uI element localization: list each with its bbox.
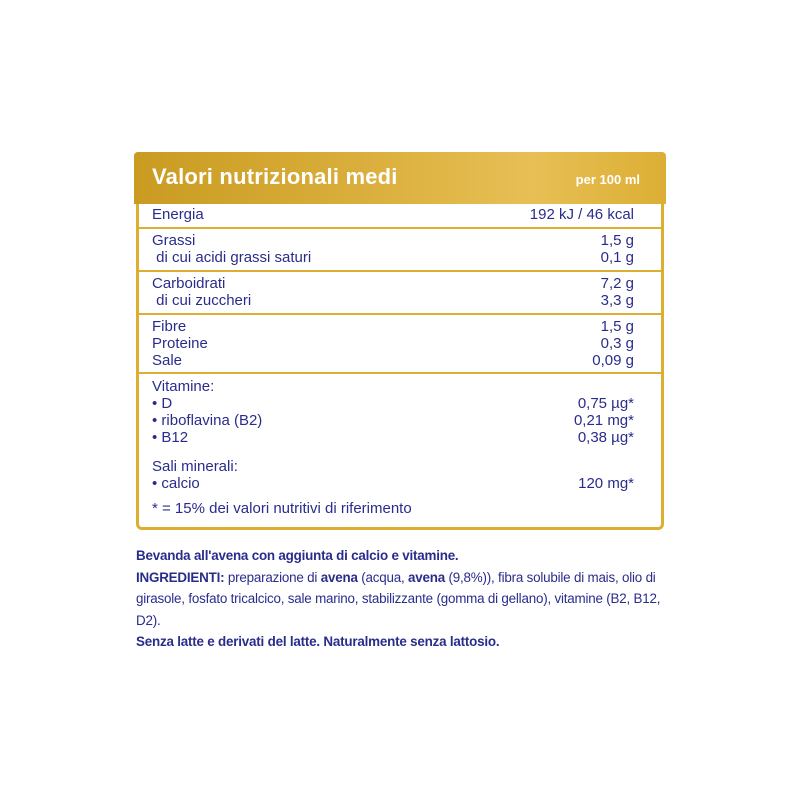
nutrition-group-carbs (138, 275, 662, 309)
nutrient-label: di cui acidi grassi saturi (152, 249, 312, 266)
nutrition-group-other (138, 318, 662, 369)
nutrient-label: Grassi (152, 232, 196, 249)
serving-basis: per 100 ml (575, 172, 640, 187)
nutrient-label: Sali minerali: (152, 458, 238, 475)
nutrient-value: 7,2 g (600, 275, 634, 292)
nutrient-label: Carboidrati (152, 275, 226, 292)
nutrient-value: 1,5 g (600, 318, 634, 335)
nutrition-row (138, 475, 662, 492)
nutrition-row (138, 378, 662, 395)
nutrient-value: 0,75 µg* (577, 395, 634, 412)
nutrient-label: Sale (152, 352, 183, 369)
nutrient-label: • riboflavina (B2) (152, 412, 263, 429)
nutrient-label: Proteine (152, 335, 208, 352)
nutrient-label: • D (152, 395, 173, 412)
nutrition-group-vitamins (138, 378, 662, 446)
nutrition-group-minerals (138, 458, 662, 492)
nutrient-label: • B12 (152, 429, 189, 446)
nutrition-row (138, 395, 662, 412)
nutrient-value: 0,21 mg* (573, 412, 634, 429)
nutrition-row (138, 275, 662, 292)
nutrient-value: 120 mg* (578, 475, 634, 492)
nutrition-row (138, 335, 662, 352)
row-divider (138, 270, 662, 272)
product-claims: Senza latte e derivati del latte. Naturalmente senza lattosio. (136, 634, 500, 649)
nutrition-row (138, 292, 662, 309)
nutrient-label: di cui zuccheri (152, 292, 252, 309)
nutrient-value: 0,3 g (600, 335, 634, 352)
ingredients-block (136, 545, 676, 653)
ingredients-list: INGREDIENTI: preparazione di avena (acqua, avena (9,8%)), fibra solubile di mais, olio di girasole, fosfato tricalcico, sale marino, stabilizzante (gomma di gellano), vitamine (B2, B12, D2). (136, 569, 661, 628)
nutrition-row (138, 232, 662, 249)
nutrient-value: 1,5 g (600, 232, 634, 249)
nutrient-value: 0,1 g (600, 249, 634, 266)
reference-footnote: * = 15% dei valori nutritivi di riferimento (152, 500, 412, 517)
nutrition-group-fats (138, 232, 662, 266)
nutrient-value: 0,38 µg* (577, 429, 634, 446)
nutrition-row (138, 249, 662, 266)
nutrient-value: 192 kJ / 46 kcal (529, 206, 634, 223)
row-divider (138, 227, 662, 229)
product-description: Bevanda all'avena con aggiunta di calcio e vitamine. (136, 548, 459, 563)
nutrient-value: 0,09 g (592, 352, 634, 369)
nutrient-label: Vitamine: (152, 378, 215, 395)
nutrient-label: Energia (152, 206, 204, 223)
nutrition-group-energy (138, 206, 662, 223)
nutrition-table-title: Valori nutrizionali medi (152, 164, 398, 189)
nutrition-row (138, 352, 662, 369)
nutrient-label: • calcio (152, 475, 200, 492)
ingredients-label: INGREDIENTI: (136, 569, 225, 585)
nutrition-row (138, 458, 662, 475)
row-divider (138, 313, 662, 315)
nutrient-value: 3,3 g (600, 292, 634, 309)
row-divider (138, 372, 662, 374)
nutrition-row (138, 318, 662, 335)
nutrition-row (138, 429, 662, 446)
nutrition-row (138, 206, 662, 223)
nutrient-label: Fibre (152, 318, 187, 335)
nutrition-row (138, 412, 662, 429)
nutrition-table-header (134, 152, 666, 204)
